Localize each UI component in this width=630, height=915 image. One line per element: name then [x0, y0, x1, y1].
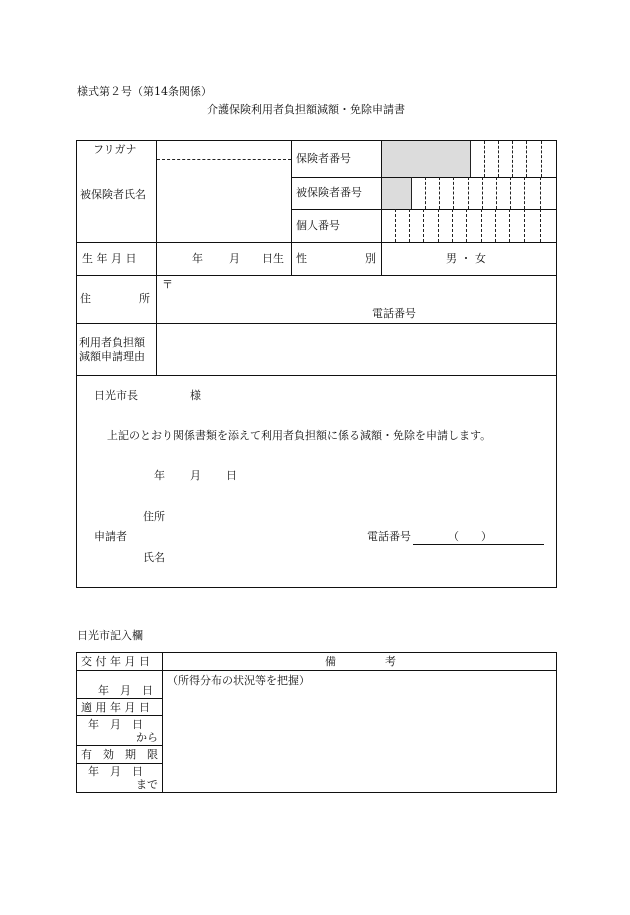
- row-line: [77, 715, 162, 716]
- gender-label: 性: [296, 252, 307, 265]
- row-line: [77, 275, 556, 276]
- birth-day-unit: 日生: [262, 252, 284, 265]
- digit-line: [468, 177, 469, 209]
- page-title: 介護保険利用者負担額減額・免除申請書: [207, 103, 405, 116]
- digit-line: [484, 141, 485, 177]
- addressee: 日光市長: [94, 389, 138, 402]
- honorific: 様: [190, 389, 201, 402]
- insured-number-label: 被保険者番号: [296, 186, 362, 199]
- applicant-phone-paren: （ ）: [448, 530, 492, 543]
- address-label: 住: [80, 292, 91, 305]
- digit-line: [470, 141, 471, 177]
- digit-line: [512, 141, 513, 177]
- gender-options[interactable]: 男 ・ 女: [446, 252, 486, 265]
- digit-line: [481, 209, 482, 242]
- digit-line: [466, 209, 467, 242]
- insured-number-shade: [381, 177, 411, 209]
- column-line: [381, 141, 382, 275]
- applicant-address-label: 住所: [143, 510, 165, 523]
- row-line: [77, 745, 162, 746]
- digit-line: [452, 209, 453, 242]
- date-day: 日: [226, 469, 237, 482]
- column-line: [162, 653, 163, 792]
- form-number: 様式第２号（第14条関係）: [77, 85, 212, 98]
- row-line: [77, 242, 556, 243]
- reason-label-2: 減額申請理由: [79, 350, 145, 363]
- row-line: [77, 670, 556, 671]
- personal-number-label: 個人番号: [296, 219, 340, 232]
- digit-line: [524, 177, 525, 209]
- column-line: [291, 141, 292, 275]
- date-month: 月: [190, 469, 201, 482]
- valid-period-label: 有 効 期 限: [81, 748, 158, 761]
- row-line: [77, 763, 162, 764]
- label-column-line: [156, 141, 157, 375]
- gender-label-2: 別: [365, 252, 376, 265]
- digit-line: [395, 209, 396, 242]
- digit-line: [425, 177, 426, 209]
- digit-line: [453, 177, 454, 209]
- birthdate-label: 生 年 月 日: [82, 252, 137, 265]
- insurer-number-shade: [381, 141, 470, 177]
- apply-ymd: 年 月 日: [88, 718, 143, 731]
- row-line: [77, 323, 556, 324]
- date-year: 年: [154, 469, 165, 482]
- applicant-label: 申請者: [94, 530, 127, 543]
- digit-line: [540, 177, 541, 209]
- digit-line: [526, 141, 527, 177]
- digit-line: [524, 209, 525, 242]
- digit-line: [498, 141, 499, 177]
- digit-line: [509, 209, 510, 242]
- digit-line: [540, 209, 541, 242]
- digit-line: [496, 177, 497, 209]
- reason-label: 利用者負担額: [79, 336, 145, 349]
- remarks-label: 備: [325, 655, 336, 668]
- phone-label: 電話番号: [372, 307, 416, 320]
- valid-until: まで: [136, 778, 158, 791]
- city-section-heading: 日光市記入欄: [77, 629, 143, 642]
- declaration-text: 上記のとおり関係書類を添えて利用者負担額に係る減額・免除を申請します。: [107, 429, 492, 442]
- remarks-note: （所得分布の状況等を把握）: [167, 674, 310, 687]
- insured-name-label: 被保険者氏名: [80, 188, 146, 201]
- digit-line: [409, 209, 410, 242]
- address-label-2: 所: [139, 292, 150, 305]
- digit-line: [439, 177, 440, 209]
- digit-line: [411, 177, 412, 209]
- digit-line: [438, 209, 439, 242]
- birth-month-unit: 月: [229, 252, 240, 265]
- postal-mark: 〒: [162, 278, 173, 291]
- remarks-label-2: 考: [385, 655, 396, 668]
- valid-ymd: 年 月 日: [88, 765, 143, 778]
- applicant-phone-label: 電話番号: [367, 530, 411, 543]
- digit-line: [482, 177, 483, 209]
- digit-line: [541, 141, 542, 177]
- applicant-name-label: 氏名: [143, 551, 165, 564]
- digit-line: [423, 209, 424, 242]
- city-table-frame: [76, 652, 557, 793]
- apply-date-label: 適 用 年 月 日: [81, 701, 150, 714]
- insurer-number-label: 保険者番号: [296, 152, 351, 165]
- phone-underline: [413, 544, 544, 545]
- row-line: [291, 177, 556, 178]
- row-line: [77, 698, 162, 699]
- furigana-divider: [157, 159, 291, 160]
- furigana-label: フリガナ: [93, 143, 137, 156]
- apply-from: から: [136, 731, 158, 744]
- issue-ymd: 年 月 日: [98, 684, 153, 697]
- digit-line: [510, 177, 511, 209]
- row-line: [77, 375, 556, 376]
- birth-year-unit: 年: [192, 252, 203, 265]
- digit-line: [495, 209, 496, 242]
- issue-date-label: 交 付 年 月 日: [81, 655, 150, 668]
